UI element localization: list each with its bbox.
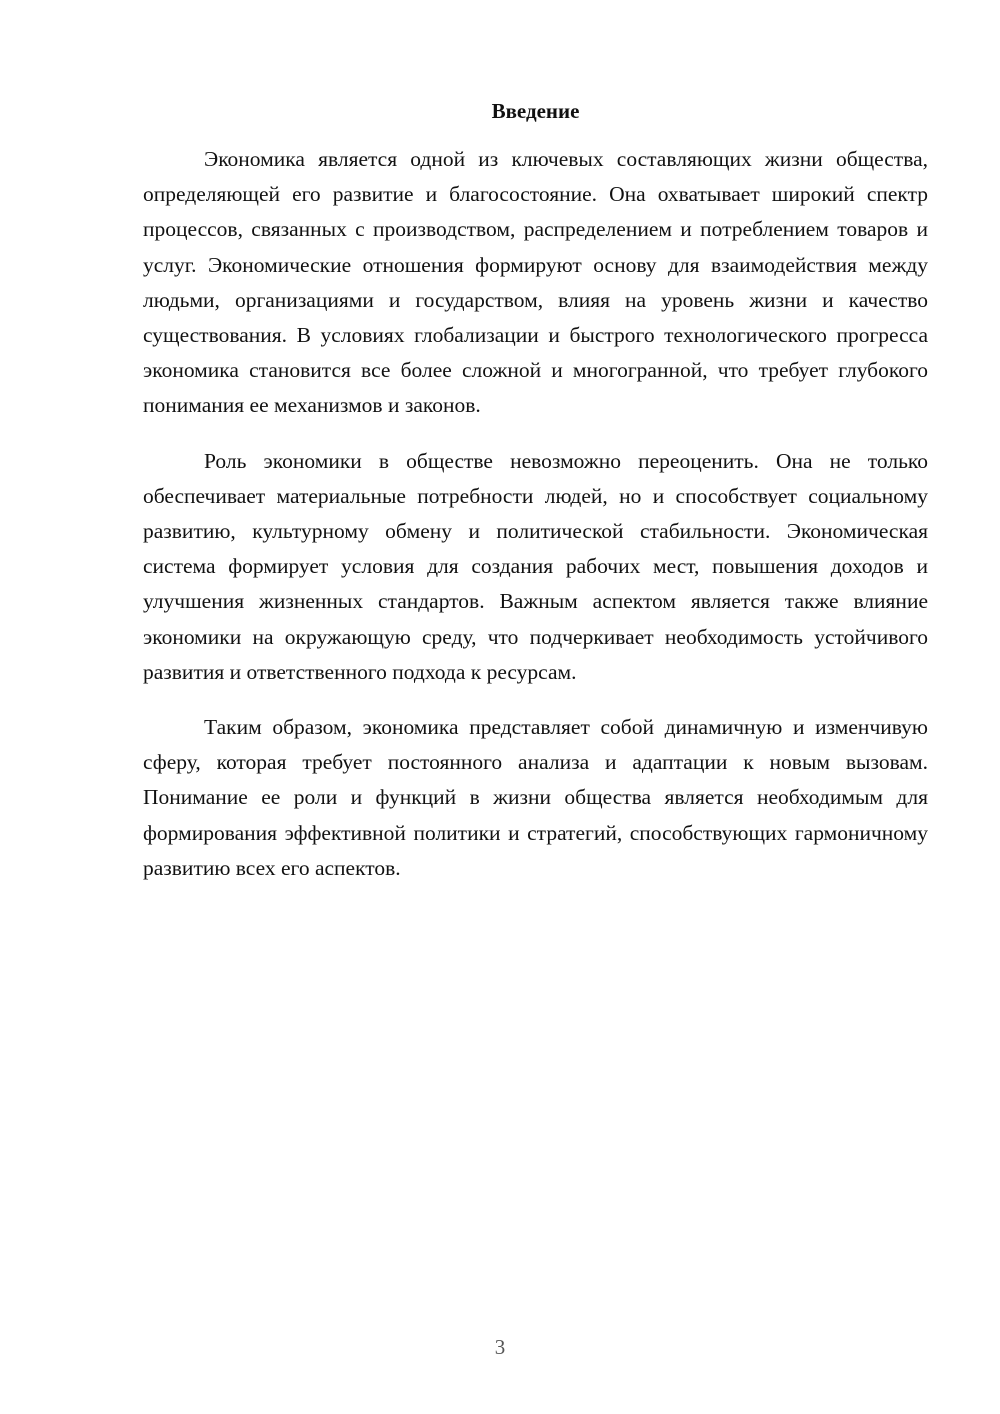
paragraph-3: Таким образом, экономика представляет собой динамичную и изменчивую сферу, которая требует постоянного анализа и адаптации к новым вызовам. Понимание ее роли и функций в жизни общества является необходимым для формирования эффективной политики и стратегий, способствующих гармоничному развитию всех его аспектов. xyxy=(143,715,928,880)
paragraph-2: Роль экономики в обществе невозможно переоценить. Она не только обеспечивает материальные потребности людей, но и способствует социальному развитию, культурному обмену и политической стабильности. Экономическая система формирует условия для создания рабочих мест, повышения доходов и улучшения жизненных стандартов. Важным аспектом является также влияние экономики на окружающую среду, что подчеркивает необходимость устойчивого развития и ответственного подхода к ресурсам. xyxy=(143,448,928,684)
body-text xyxy=(143,142,928,906)
section-title: Введение xyxy=(491,99,580,123)
page-number: 3 xyxy=(494,1335,506,1359)
paragraph-1: Экономика является одной из ключевых составляющих жизни общества, определяющей его развитие и благосостояние. Она охватывает широкий спектр процессов, связанных с производством, распределением и потреблением товаров и услуг. Экономические отношения формируют основу для взаимодействия между людьми, организациями и государством, влияя на уровень жизни и качество существования. В условиях глобализации и быстрого технологического прогресса экономика становится все более сложной и многогранной, что требует глубокого понимания ее механизмов и законов. xyxy=(143,147,928,418)
